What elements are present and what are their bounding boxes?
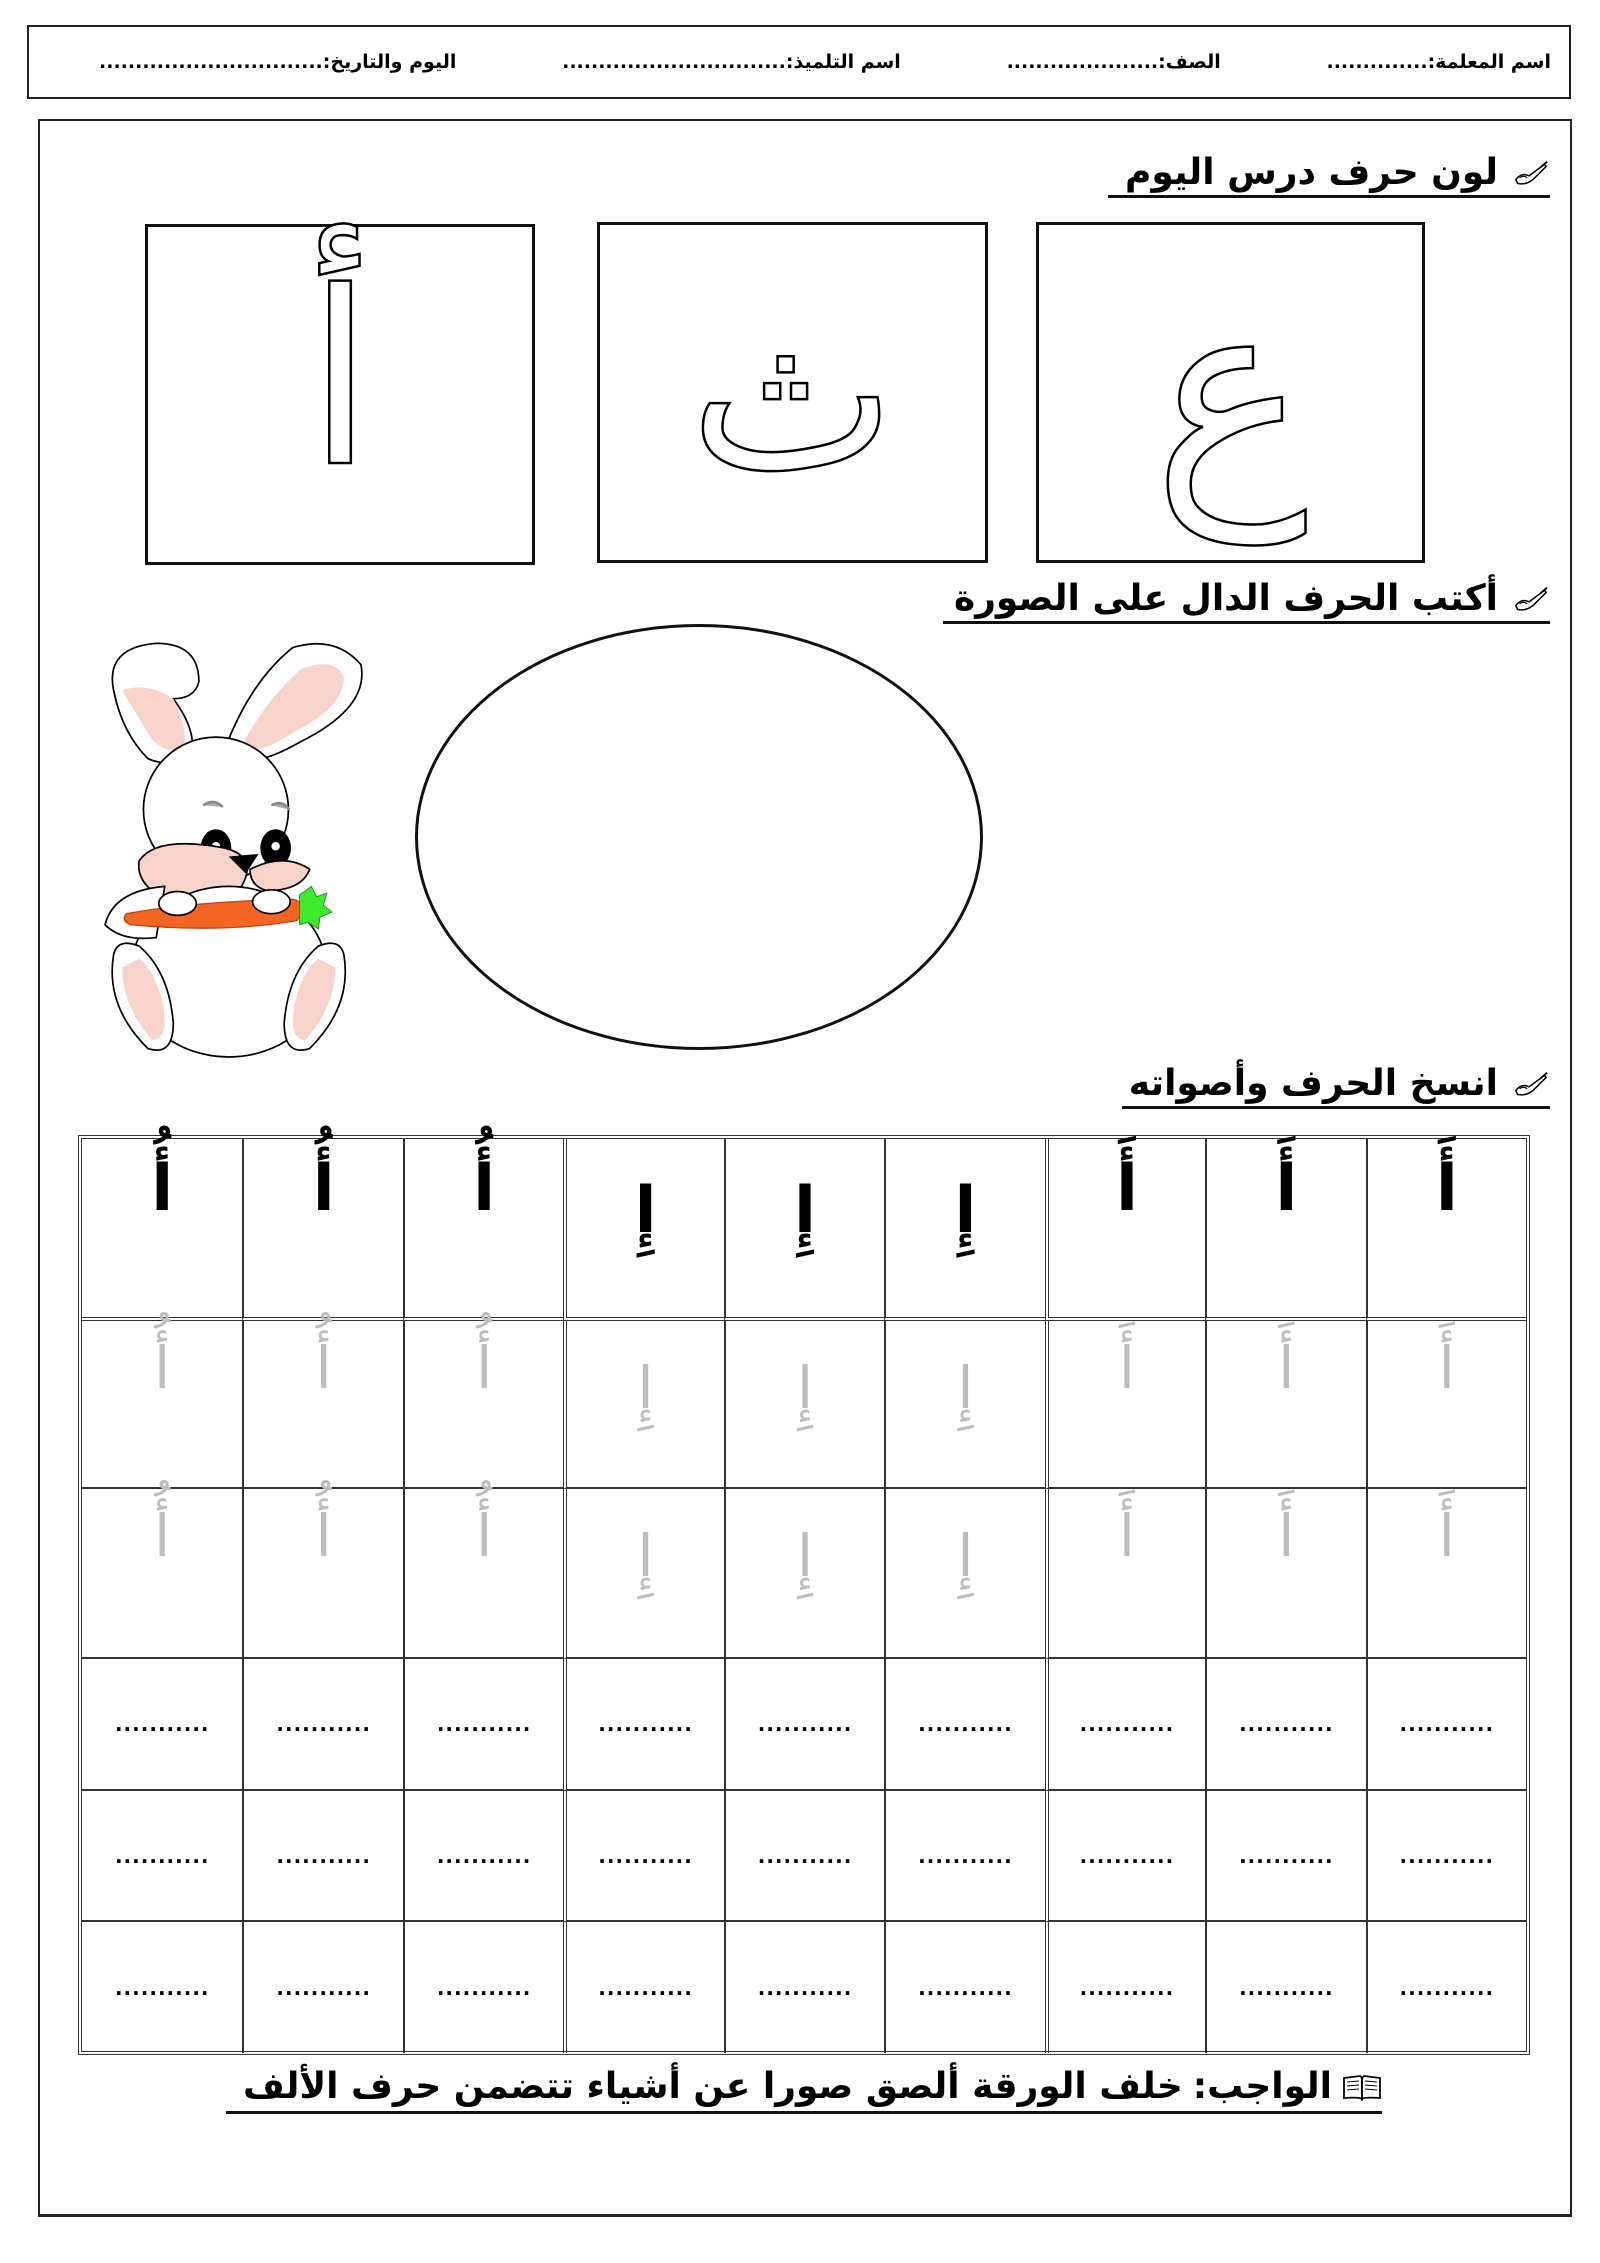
write-cell[interactable] <box>82 1791 242 1922</box>
homework-label: الواجب: <box>1192 2066 1332 2107</box>
write-cell[interactable] <box>403 1791 563 1922</box>
letter-box-alif-hamza[interactable] <box>145 224 535 565</box>
trace-letter: إِ <box>637 1354 654 1422</box>
dotted-line: ........... <box>1399 1712 1495 1736</box>
write-cell[interactable] <box>1205 1791 1365 1922</box>
dotted-line: ........... <box>757 1843 853 1868</box>
trace-cell[interactable] <box>1366 1321 1526 1489</box>
section-title: أكتب الحرف الدال على الصورة <box>953 578 1498 619</box>
dotted-line: ........... <box>276 1712 371 1736</box>
trace-cell[interactable] <box>242 1321 402 1489</box>
model-cell <box>724 1139 884 1321</box>
trace-letter: أُ <box>476 1334 493 1402</box>
model-cell <box>1366 1139 1526 1321</box>
trace-cell[interactable] <box>82 1321 242 1489</box>
section-color-letter-heading <box>1108 152 1550 198</box>
outline-letter: أ <box>306 239 374 520</box>
dotted-line: ........... <box>436 1712 532 1736</box>
trace-cell[interactable] <box>403 1321 563 1489</box>
trace-letter: إِ <box>796 1522 814 1590</box>
trace-letter: أَ <box>1438 1334 1455 1402</box>
write-cell[interactable] <box>884 1922 1044 2053</box>
dotted-line: ........... <box>918 1712 1013 1736</box>
trace-cell[interactable] <box>1205 1489 1365 1659</box>
model-letter: أَ <box>1115 1152 1138 1226</box>
model-cell <box>242 1139 402 1321</box>
trace-letter: أُ <box>154 1502 171 1570</box>
model-letter: إِ <box>794 1174 816 1248</box>
trace-cell[interactable] <box>1366 1489 1526 1659</box>
write-cell[interactable] <box>403 1922 563 2053</box>
dotted-line: ........... <box>1239 1712 1334 1736</box>
model-letter: أُ <box>312 1152 335 1226</box>
write-cell[interactable] <box>1205 1922 1365 2053</box>
writing-hand-icon <box>1512 584 1550 614</box>
model-letter: أُ <box>473 1152 496 1226</box>
write-cell[interactable] <box>724 1922 884 2053</box>
dotted-line: ........... <box>114 1843 210 1868</box>
dotted-line: ........... <box>276 1975 371 2000</box>
section-title: لون حرف درس اليوم <box>1125 152 1498 193</box>
section-write-letter-heading <box>943 578 1550 624</box>
trace-letter: أَ <box>1278 1502 1295 1570</box>
write-cell[interactable] <box>563 1791 723 1922</box>
write-cell[interactable] <box>1045 1791 1205 1922</box>
write-cell[interactable] <box>242 1922 402 2053</box>
write-cell[interactable] <box>82 1659 242 1791</box>
dotted-line: ........... <box>1399 1975 1495 2000</box>
model-letter: إِ <box>954 1174 977 1248</box>
student-name-blank: ............................... <box>562 51 786 73</box>
model-cell <box>82 1139 242 1321</box>
dotted-line: ........... <box>114 1712 210 1736</box>
trace-cell[interactable] <box>82 1489 242 1659</box>
homework-text: خلف الورقة ألصق صورا عن أشياء تتضمن حرف الألف <box>242 2066 1183 2107</box>
class-label: الصف: <box>1158 51 1221 73</box>
trace-letter: إِ <box>957 1354 974 1422</box>
dotted-line: ........... <box>918 1843 1013 1868</box>
outline-letter: ث <box>688 264 897 521</box>
dotted-line: ........... <box>276 1843 371 1868</box>
write-cell[interactable] <box>1366 1922 1526 2053</box>
model-cell <box>884 1139 1044 1321</box>
model-letter: إِ <box>634 1174 657 1248</box>
trace-letter: أَ <box>1118 1334 1135 1402</box>
dotted-line: ........... <box>757 1975 853 2000</box>
trace-cell[interactable] <box>1045 1489 1205 1659</box>
writing-hand-icon <box>1512 158 1550 188</box>
model-cell <box>403 1139 563 1321</box>
class-field[interactable] <box>1007 51 1221 73</box>
dotted-line: ........... <box>1239 1975 1334 2000</box>
write-cell[interactable] <box>1366 1659 1526 1791</box>
dotted-line: ........... <box>436 1843 532 1868</box>
dotted-line: ........... <box>114 1975 210 2000</box>
trace-letter: إِ <box>637 1522 654 1590</box>
write-cell[interactable] <box>242 1659 402 1791</box>
letter-box-tha[interactable] <box>597 222 988 563</box>
letter-box-ain[interactable] <box>1036 222 1425 563</box>
model-letter: أُ <box>151 1152 174 1226</box>
trace-cell[interactable] <box>884 1489 1044 1659</box>
student-info-bar <box>27 25 1571 99</box>
trace-cell[interactable] <box>242 1489 402 1659</box>
trace-letter: أُ <box>154 1334 171 1402</box>
trace-letter: أَ <box>1278 1334 1295 1402</box>
model-letter: أَ <box>1275 1152 1298 1226</box>
dotted-line: ........... <box>1239 1843 1334 1868</box>
letter-practice-grid <box>78 1135 1530 2055</box>
model-letter: أَ <box>1435 1152 1458 1226</box>
student-name-label: اسم التلميذ: <box>785 51 901 73</box>
trace-letter: أُ <box>315 1334 332 1402</box>
trace-cell[interactable] <box>724 1321 884 1489</box>
write-cell[interactable] <box>403 1659 563 1791</box>
trace-cell[interactable] <box>563 1321 723 1489</box>
dotted-line: ........... <box>1079 1975 1175 2000</box>
write-cell[interactable] <box>242 1791 402 1922</box>
class-blank: ..................... <box>1006 51 1159 73</box>
date-field[interactable] <box>99 51 456 73</box>
dotted-line: ........... <box>757 1712 853 1736</box>
student-name-field[interactable] <box>562 51 901 73</box>
section-title: انسخ الحرف وأصواته <box>1128 1063 1498 1104</box>
trace-cell[interactable] <box>563 1489 723 1659</box>
model-cell <box>1205 1139 1365 1321</box>
trace-letter: أَ <box>1118 1502 1135 1570</box>
answer-oval[interactable] <box>415 624 983 1050</box>
date-blank: ............................... <box>99 51 323 73</box>
dotted-line: ........... <box>918 1975 1013 2000</box>
write-cell[interactable] <box>724 1659 884 1791</box>
dotted-line: ........... <box>1399 1843 1495 1868</box>
writing-hand-icon <box>1512 1069 1550 1099</box>
write-cell[interactable] <box>884 1659 1044 1791</box>
write-cell[interactable] <box>884 1791 1044 1922</box>
homework-instruction <box>226 2066 1382 2114</box>
teacher-name-blank: .............. <box>1326 51 1428 73</box>
model-cell <box>563 1139 723 1321</box>
trace-cell[interactable] <box>884 1321 1044 1489</box>
trace-cell[interactable] <box>724 1489 884 1659</box>
trace-letter: إِ <box>957 1522 974 1590</box>
trace-cell[interactable] <box>1205 1321 1365 1489</box>
dotted-line: ........... <box>436 1975 532 2000</box>
model-cell <box>1045 1139 1205 1321</box>
dotted-line: ........... <box>598 1712 693 1736</box>
teacher-name-label: اسم المعلمة: <box>1427 51 1551 73</box>
write-cell[interactable] <box>1366 1791 1526 1922</box>
dotted-line: ........... <box>598 1843 693 1868</box>
write-cell[interactable] <box>1045 1659 1205 1791</box>
trace-letter: أُ <box>476 1502 493 1570</box>
dotted-line: ........... <box>1079 1843 1175 1868</box>
open-book-icon <box>1342 2072 1382 2102</box>
bunny-carrot-image <box>88 598 378 1098</box>
write-cell[interactable] <box>563 1659 723 1791</box>
dotted-line: ........... <box>598 1975 693 2000</box>
write-cell[interactable] <box>1205 1659 1365 1791</box>
write-cell[interactable] <box>1045 1922 1205 2053</box>
trace-letter: أَ <box>1438 1502 1455 1570</box>
trace-letter: أُ <box>315 1502 332 1570</box>
outline-letter: ع <box>1152 241 1309 544</box>
write-cell[interactable] <box>563 1922 723 2053</box>
trace-cell[interactable] <box>403 1489 563 1659</box>
write-cell[interactable] <box>82 1922 242 2053</box>
section-copy-letter-heading <box>1122 1063 1550 1109</box>
trace-letter: إِ <box>796 1354 814 1422</box>
dotted-line: ........... <box>1079 1712 1175 1736</box>
date-label: اليوم والتاريخ: <box>322 51 457 73</box>
trace-cell[interactable] <box>1045 1321 1205 1489</box>
teacher-name-field[interactable] <box>1327 51 1552 73</box>
write-cell[interactable] <box>724 1791 884 1922</box>
